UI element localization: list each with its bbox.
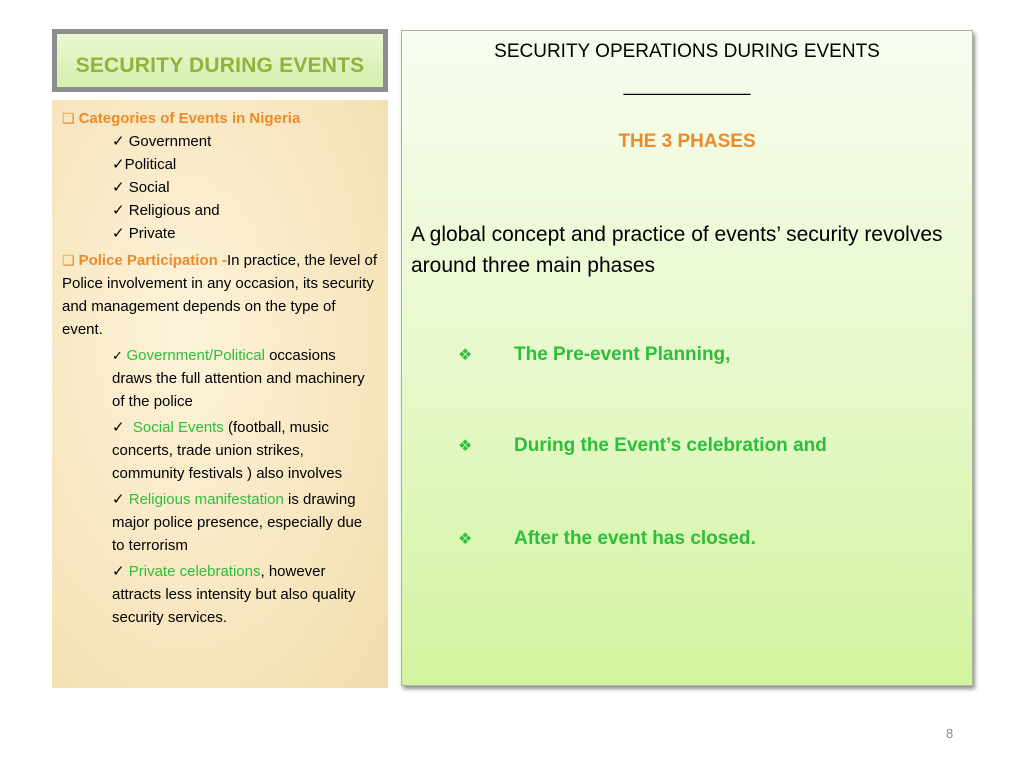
- police-participation-paragraph: [62, 249, 378, 341]
- phases-title: THE 3 PHASES: [618, 131, 756, 152]
- participation-item: ✓ Government/Political occasions draws the full attention and machinery of the police: [112, 347, 365, 410]
- category-item: ✓ Private: [112, 225, 176, 242]
- category-item: ✓ Social: [112, 179, 170, 196]
- diamond-bullet-icon: ❖: [458, 531, 473, 548]
- categories-heading: Categories of Events in Nigeria: [78, 110, 301, 127]
- police-text: In practice, the level of Police involvement in any occasion, its security and management depends on the type of event.: [62, 252, 378, 338]
- right-content-panel: [401, 30, 973, 686]
- slide-title: SECURITY DURING EVENTS: [75, 53, 365, 77]
- diamond-bullet-icon: ❖: [458, 438, 473, 455]
- checkmark-icon: ✓: [112, 202, 129, 219]
- slide-title-box: [52, 29, 388, 92]
- category-item: ✓ Government: [112, 133, 212, 150]
- phase-item: ❖ After the event has closed.: [458, 528, 756, 549]
- phase-item: ❖ The Pre-event Planning,: [458, 344, 731, 365]
- checkmark-icon: ✓: [112, 133, 129, 150]
- participation-item: ✓ Social Events (football, music concerts, trade union strikes, community festivals ) also involves: [112, 419, 343, 482]
- participation-item: ✓ Religious manifestation is drawing major police presence, especially due to terrorism: [112, 491, 363, 554]
- checkbox-bullet-icon: ❑: [62, 110, 75, 126]
- page-number: 8: [946, 726, 954, 741]
- participation-item: ✓ Private celebrations, however attracts less intensity but also quality security services.: [112, 563, 356, 626]
- checkbox-bullet-icon: ❑: [62, 252, 75, 268]
- categories-heading-line: [62, 107, 378, 130]
- concept-text: A global concept and practice of events’ security revolves around three main phases: [411, 223, 943, 277]
- category-item: ✓ Religious and: [112, 202, 220, 219]
- checkmark-icon: ✓: [112, 348, 127, 363]
- checkmark-icon: ✓: [112, 419, 129, 436]
- checkmark-icon: ✓: [112, 179, 129, 196]
- diamond-bullet-icon: ❖: [458, 347, 473, 364]
- operations-heading: SECURITY OPERATIONS DURING EVENTS: [494, 41, 880, 62]
- checkmark-icon: ✓: [112, 491, 129, 508]
- checkmark-icon: ✓: [112, 563, 129, 580]
- checkmark-icon: ✓: [112, 156, 125, 173]
- phase-item: ❖ During the Event’s celebration and: [458, 435, 827, 456]
- category-item: ✓Political: [112, 156, 177, 173]
- heading-underline: ____________: [623, 75, 751, 96]
- checkmark-icon: ✓: [112, 225, 129, 242]
- left-content-panel: [52, 100, 388, 688]
- police-heading: Police Participation -: [78, 252, 227, 269]
